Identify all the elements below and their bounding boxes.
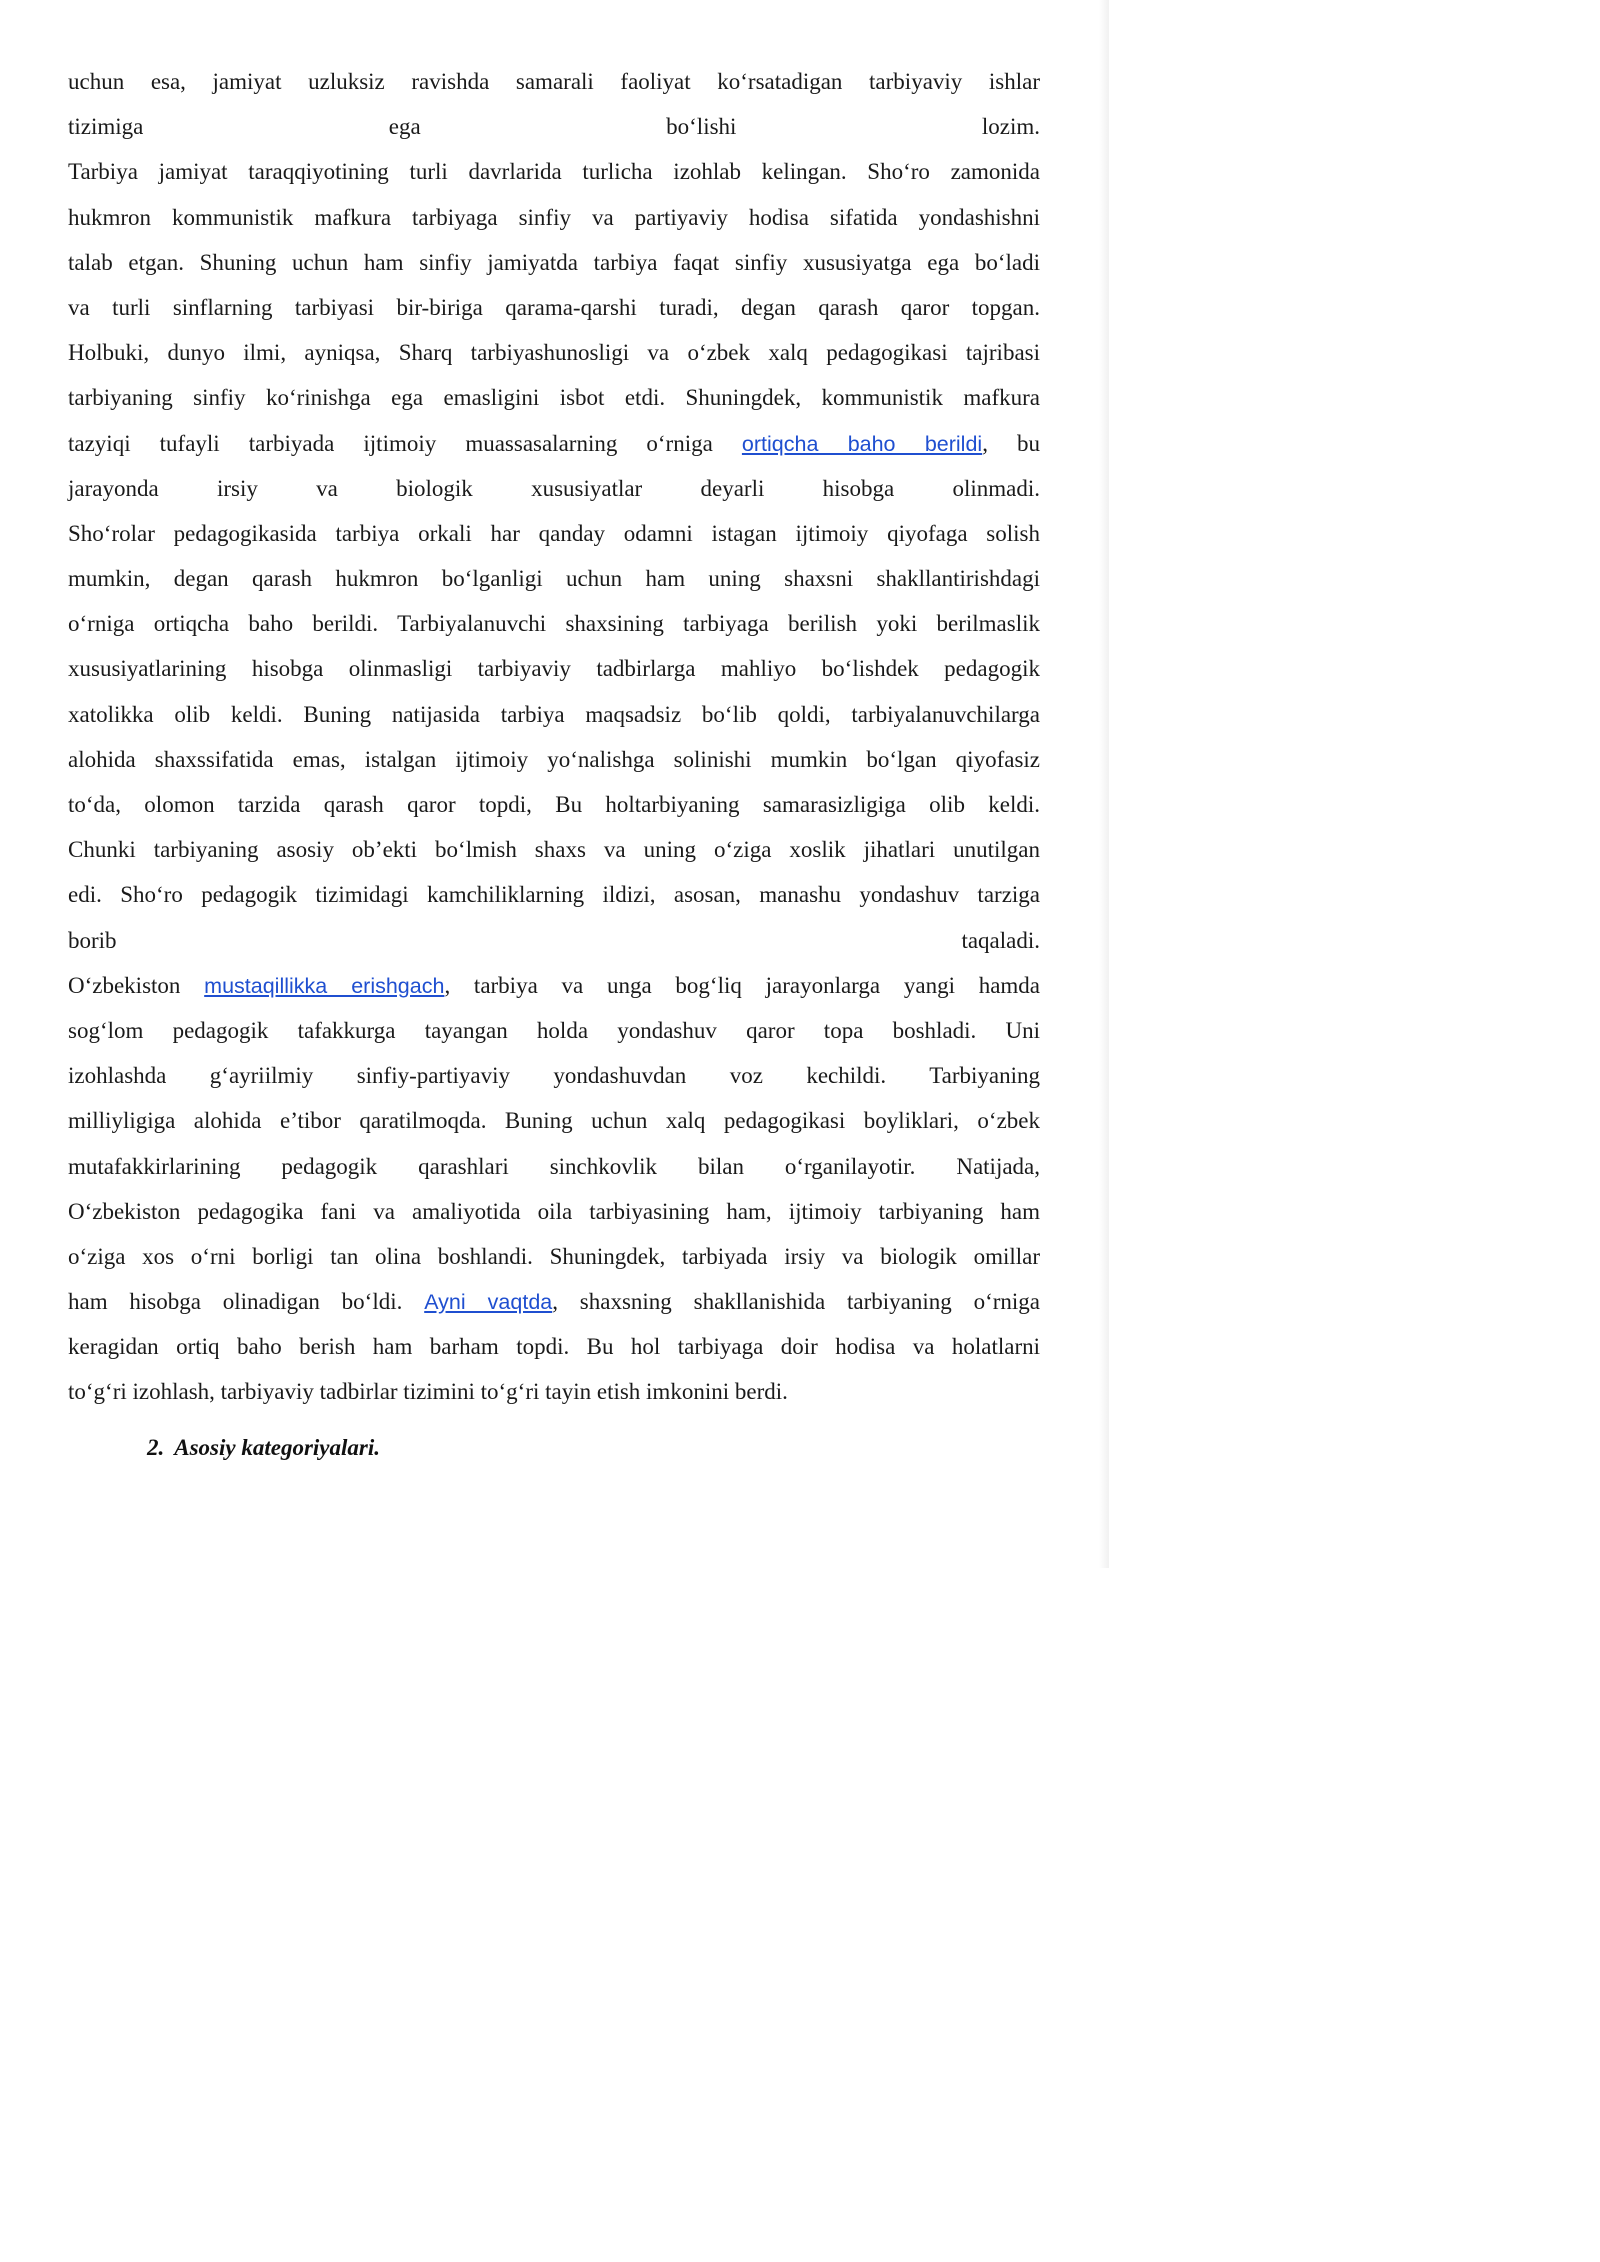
text-line [68,1279,1040,1324]
text-line: to‘da, olomon tarzida qarash qaror topdi, Bu holtarbiyaning samarasizligiga olib keldi. [68,792,1040,817]
line-text: O‘zbekiston [68,972,181,998]
text-line [68,963,1040,1008]
line-text: , shaxsning shakllanishida tarbiyaning o‘rniga [552,1289,1040,1315]
text-line: izohlashda g‘ayriilmiy sinfiy-partiyaviy yondashuvdan voz kechildi. Tarbiyaning [68,1063,1040,1089]
text-line: uchun esa, jamiyat uzluksiz ravishda samarali faoliyat ko‘rsatadigan tarbiyaviy ishlar [68,69,1040,94]
text-line: Tarbiya jamiyat taraqqiyotining turli davrlarida turlicha izohlab kelingan. Sho‘ro zamonida [68,159,1040,185]
text-line: to‘g‘ri izohlash, tarbiyaviy tadbirlar tizimini to‘g‘ri tayin etish imkonini berdi. [68,1379,788,1405]
text-line: Chunki tarbiyaning asosiy ob’ekti bo‘lmish shaxs va uning o‘ziga xoslik jihatlari unutilgan [68,837,1040,863]
text-line: talab etgan. Shuning uchun ham sinfiy jamiyatda tarbiya faqat sinfiy xususiyatga ega bo‘ladi [68,249,1040,275]
section-heading [147,1435,380,1461]
text-line: edi. Sho‘ro pedagogik tizimidagi kamchiliklarning ildizi, asosan, manashu yondashuv tarziga [68,882,1040,908]
text-line: Sho‘rolar pedagogikasida tarbiya orkali har qanday odamni istagan ijtimoiy qiyofaga solish [68,520,1040,546]
line-text: , tarbiya va unga bog‘liq jarayonlarga yangi hamda [444,972,1041,998]
page-edge [1099,0,1109,1568]
heading-title: Asosiy kategoriyalari. [174,1435,380,1460]
hyperlink[interactable]: Ayni vaqtda [424,1290,553,1315]
hyperlink[interactable]: ortiqcha baho berildi [741,431,983,456]
text-line: o‘ziga xos o‘rni borligi tan olina boshlandi. Shuningdek, tarbiyada irsiy va biologik omillar [68,1243,1040,1269]
line-text: ham hisobga olinadigan bo‘ldi. [68,1289,403,1315]
text-line: va turli sinflarning tarbiyasi bir-biriga qarama-qarshi turadi, degan qarash qaror topgan. [68,294,1040,320]
text-line: milliyligiga alohida e’tibor qaratilmoqda. Buning uchun xalq pedagogikasi boyliklari, o‘zbek [68,1108,1040,1134]
text-line: hukmron kommunistik mafkura tarbiyaga sinfiy va partiyaviy hodisa sifatida yondashishni [68,204,1040,230]
text-line: alohida shaxssifatida emas, istalgan ijtimoiy yo‘nalishga solinishi mumkin bo‘lgan qiyofasiz [68,746,1040,772]
text-line: mumkin, degan qarash hukmron bo‘lganligi uchun ham uning shaxsni shakllantirishdagi [68,566,1040,592]
text-line: o‘rniga ortiqcha baho berildi. Tarbiyalanuvchi shaxsining tarbiyaga berilish yoki berilmaslik [68,611,1040,637]
body-text [68,59,1040,1415]
text-line: O‘zbekiston pedagogika fani va amaliyotida oila tarbiyasining ham, ijtimoiy tarbiyaning ham [68,1198,1040,1224]
line-text: tazyiqi tufayli tarbiyada ijtimoiy muassasalarning o‘rniga [68,430,713,456]
text-line: tarbiyaning sinfiy ko‘rinishga ega emasligini isbot etdi. Shuningdek, kommunistik mafkura [68,385,1040,411]
text-line: borib taqaladi. [68,927,1040,953]
text-line: Holbuki, dunyo ilmi, ayniqsa, Sharq tarbiyashunosligi va o‘zbek xalq pedagogikasi tajribasi [68,340,1040,366]
text-line: xususiyatlarining hisobga olinmasligi tarbiyaviy tadbirlarga mahliyo bo‘lishdek pedagogik [68,656,1040,682]
text-line: jarayonda irsiy va biologik xususiyatlar deyarli hisobga olinmadi. [68,475,1040,501]
text-line: mutafakkirlarining pedagogik qarashlari sinchkovlik bilan o‘rganilayotir. Natijada, [68,1153,1040,1179]
line-text: , bu [982,430,1041,456]
text-line [68,421,1040,466]
text-line: sog‘lom pedagogik tafakkurga tayangan holda yondashuv qaror topa boshladi. Uni [68,1017,1040,1043]
text-line: xatolikka olib keldi. Buning natijasida tarbiya maqsadsiz bo‘lib qoldi, tarbiyalanuvchilarga [68,701,1040,727]
text-line: tizimiga ega bo‘lishi lozim. [68,114,1040,140]
document-page [0,0,1109,1568]
text-line: keragidan ortiq baho berish ham barham topdi. Bu hol tarbiyaga doir hodisa va holatlarni [68,1334,1040,1360]
hyperlink[interactable]: mustaqillikka erishgach [204,973,445,998]
heading-number: 2. [147,1435,165,1460]
